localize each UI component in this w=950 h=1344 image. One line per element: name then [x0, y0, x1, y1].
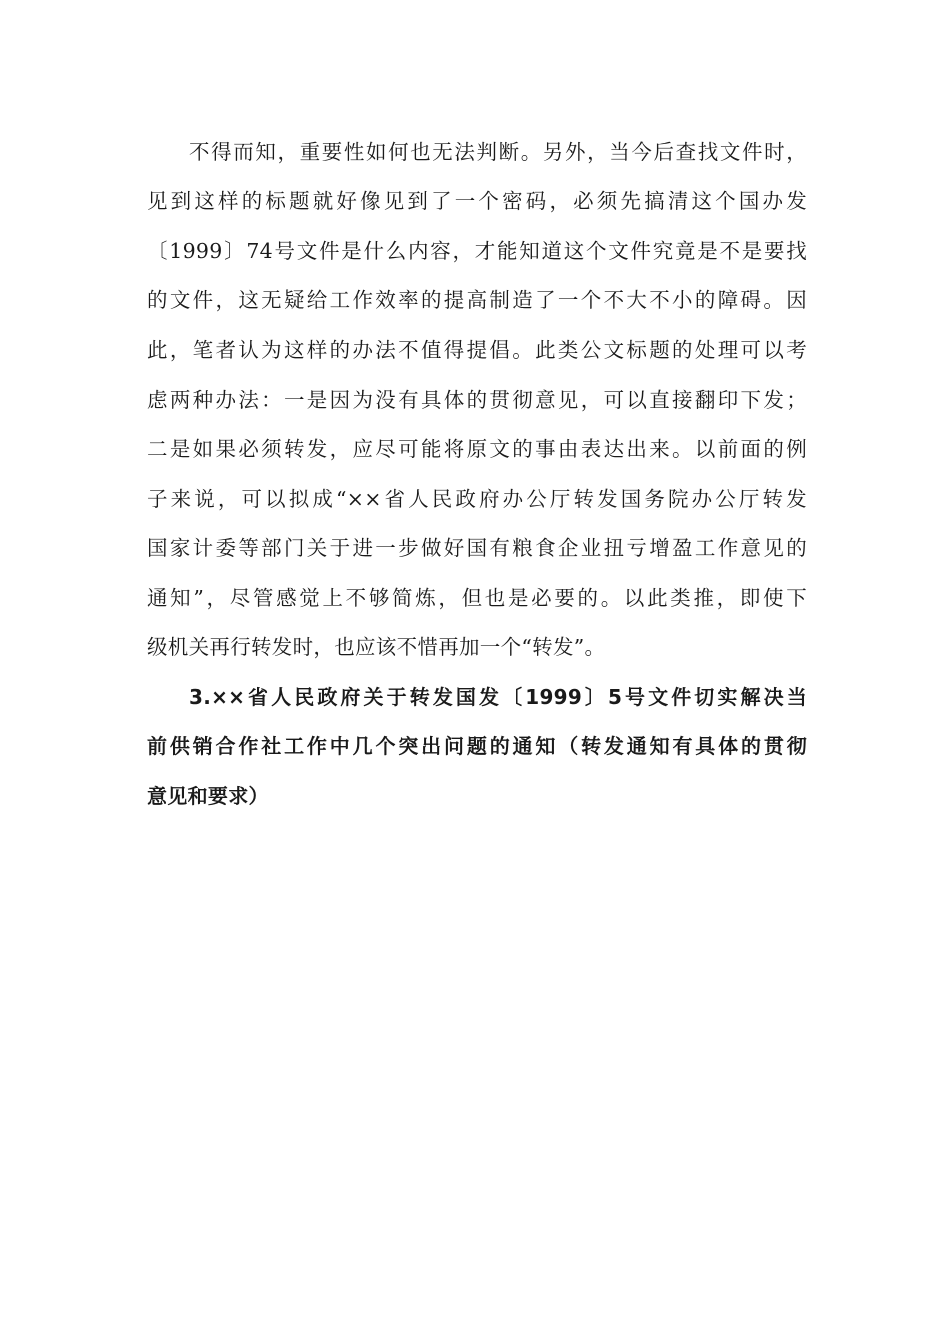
paragraph-line: 国家计委等部门关于进一步做好国有粮食企业扭亏增盈工作意见的 — [147, 536, 807, 560]
section-heading-line: 意见和要求） — [147, 784, 269, 808]
section-heading-line: 3.××省人民政府关于转发国发〔1999〕5号文件切实解决当 — [189, 685, 807, 709]
paragraph-line: 不得而知，重要性如何也无法判断。另外，当今后查找文件时， — [189, 140, 807, 164]
paragraph-line: 子来说，可以拟成“××省人民政府办公厅转发国务院办公厅转发 — [147, 487, 807, 511]
paragraph-line: 级机关再行转发时，也应该不惜再加一个“转发”。 — [147, 635, 606, 659]
paragraph-line: 见到这样的标题就好像见到了一个密码，必须先搞清这个国办发 — [147, 189, 807, 213]
paragraph-line: 此，笔者认为这样的办法不值得提倡。此类公文标题的处理可以考 — [147, 338, 807, 362]
paragraph-line: 二是如果必须转发，应尽可能将原文的事由表达出来。以前面的例 — [147, 437, 807, 461]
section-heading-line: 前供销合作社工作中几个突出问题的通知（转发通知有具体的贯彻 — [147, 734, 807, 758]
paragraph-line: 的文件，这无疑给工作效率的提高制造了一个不大不小的障碍。因 — [147, 288, 807, 312]
paragraph-line: 〔1999〕74号文件是什么内容，才能知道这个文件究竟是不是要找 — [147, 239, 807, 263]
paragraph-line: 虑两种办法：一是因为没有具体的贯彻意见，可以直接翻印下发； — [147, 388, 807, 412]
paragraph-line: 通知”，尽管感觉上不够简炼，但也是必要的。以此类推，即使下 — [147, 586, 807, 610]
